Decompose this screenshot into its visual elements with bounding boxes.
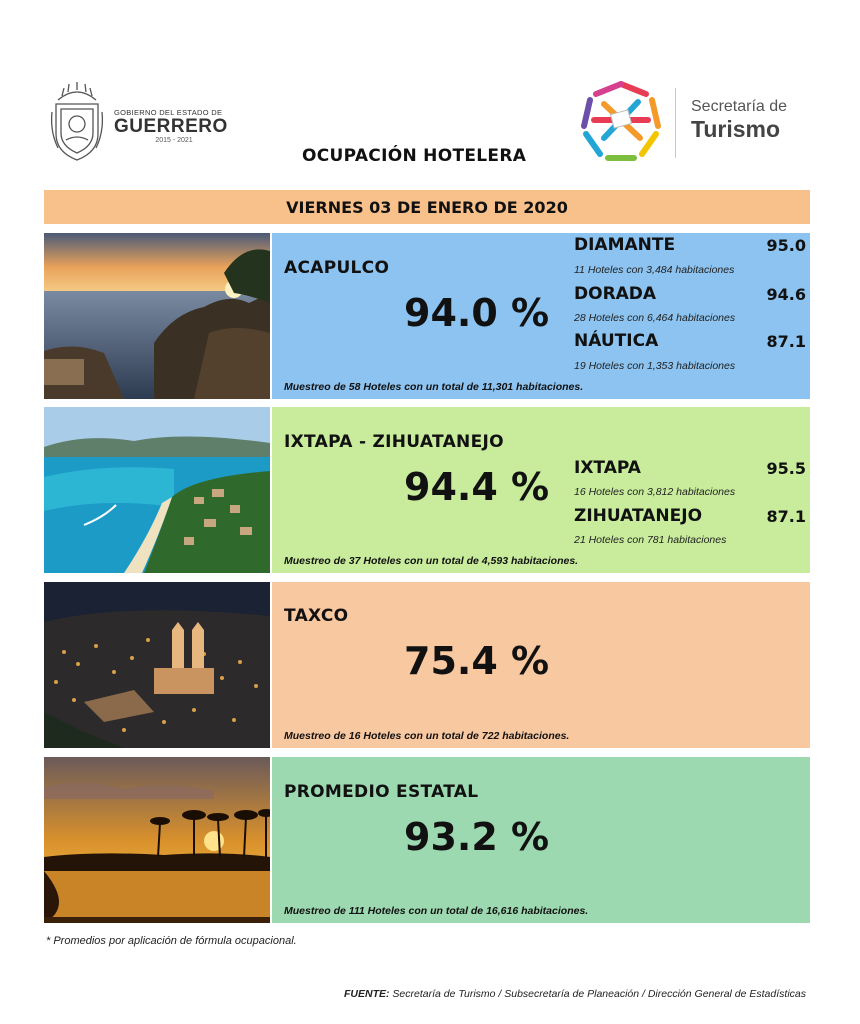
zone-name: ZIHUATANEJO	[574, 506, 703, 526]
state-seal-icon	[50, 82, 104, 162]
occupancy-acapulco: 94.0 %	[404, 291, 550, 335]
sample-ixtapa: Muestreo de 37 Hoteles con un total de 4,593 habitaciones.	[284, 555, 579, 567]
zone-name: IXTAPA	[574, 458, 641, 478]
logo-divider	[675, 88, 676, 158]
page-title: OCUPACIÓN HOTELERA	[302, 146, 527, 166]
date-band	[44, 190, 810, 224]
zone-value: 95.0	[766, 236, 806, 255]
occupancy-ixtapa: 94.4 %	[404, 465, 550, 509]
city-name-ixtapa: IXTAPA - ZIHUATANEJO	[284, 432, 504, 452]
acapulco-panel	[272, 233, 810, 399]
gov-small-label: GOBIERNO DEL ESTADO DE	[114, 108, 223, 117]
zone-value: 95.5	[766, 459, 806, 478]
zone-name: DIAMANTE	[574, 235, 676, 255]
report-date: VIERNES 03 DE ENERO DE 2020	[286, 197, 568, 217]
source-line	[344, 988, 806, 1000]
occupancy-promedio: 93.2 %	[404, 815, 550, 859]
zone-hotels: 16 Hoteles con 3,812 habitaciones	[574, 486, 736, 498]
turismo-emblem-icon	[580, 80, 662, 162]
source-label: FUENTE:	[343, 988, 390, 1000]
sample-taxco: Muestreo de 16 Hoteles con un total de 722 habitaciones.	[284, 730, 570, 742]
ixtapa-zihuatanejo-photo	[44, 407, 270, 573]
gobierno-guerrero-logo	[50, 82, 250, 162]
city-name-promedio: PROMEDIO ESTATAL	[284, 782, 479, 802]
sample-promedio: Muestreo de 111 Hoteles con un total de 16,616 habitaciones.	[284, 905, 589, 917]
taxco-panel	[272, 582, 810, 748]
occupancy-taxco: 75.4 %	[404, 639, 550, 683]
zone-value: 87.1	[766, 332, 806, 351]
zone-hotels: 21 Hoteles con 781 habitaciones	[574, 534, 727, 546]
ixtapa-panel	[272, 407, 810, 573]
city-name-taxco: TAXCO	[284, 606, 349, 626]
promedio-panel	[272, 757, 810, 923]
taxco-photo	[44, 582, 270, 748]
zone-name: NÁUTICA	[574, 331, 659, 351]
zone-name: DORADA	[574, 284, 657, 304]
zone-value: 94.6	[766, 285, 806, 304]
acapulco-photo	[44, 233, 270, 399]
secretaria-turismo-logo	[580, 80, 810, 170]
zone-hotels: 28 Hoteles con 6,464 habitaciones	[574, 312, 736, 324]
secretaria-label: Secretaría de	[691, 98, 788, 115]
source-text: Secretaría de Turismo / Subsecretaría de Planeación / Dirección General de Estadísticas	[392, 988, 806, 1000]
sample-acapulco: Muestreo de 58 Hoteles con un total de 11,301 habitaciones.	[284, 381, 584, 393]
sunset-palms-photo	[44, 757, 270, 923]
footnote: * Promedios por aplicación de fórmula ocupacional.	[46, 935, 297, 947]
zone-hotels: 19 Hoteles con 1,353 habitaciones	[574, 360, 736, 372]
gov-state-name: GUERRERO	[114, 116, 228, 137]
turismo-label: Turismo	[691, 116, 781, 142]
zone-hotels: 11 Hoteles con 3,484 habitaciones	[574, 264, 735, 276]
city-name-acapulco: ACAPULCO	[284, 258, 390, 278]
zone-value: 87.1	[766, 507, 806, 526]
gov-years: 2015 - 2021	[155, 137, 193, 144]
